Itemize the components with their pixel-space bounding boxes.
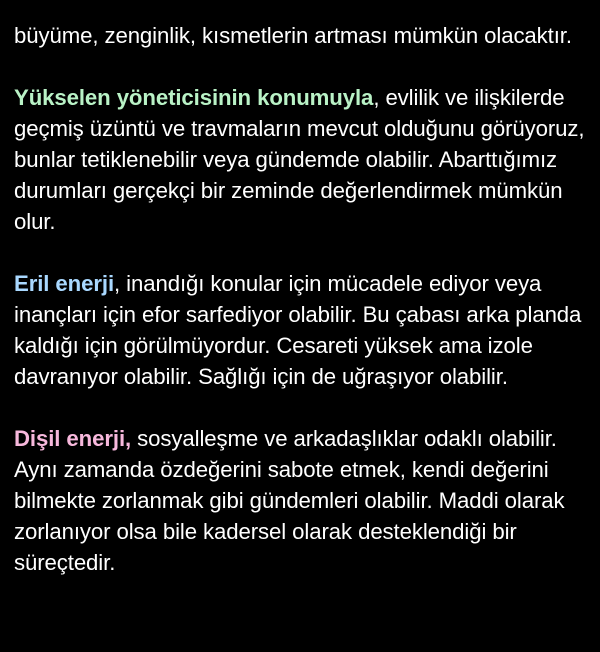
feminine-text: sosyalleşme ve arkadaşlıklar odaklı olabilir. Aynı zamanda özdeğerini sabote etmek, kendi değerini bilmekte zorlanmak gibi gündemleri olabilir. Maddi olarak zorlanıyor olsa bile kadersel olarak desteklendiği bir süreçtedir. — [14, 426, 565, 575]
rising-text: , evlilik ve ilişkilerde geçmiş üzüntü ve travmaların mevcut olduğunu görüyoruz, bunlar tetiklenebilir veya gündemde olabilir. Abarttığımız durumları gerçekçi bir zeminde değerlendirmek mümkün olur. — [14, 85, 585, 234]
masculine-text: , inandığı konular için mücadele ediyor veya inançları için efor sarfediyor olabilir. Bu çabası arka planda kaldığı için görülmüyordur. Cesareti yüksek ama izole davranıyor olabilir. Sağlığı için de uğraşıyor olabilir. — [14, 271, 582, 389]
masculine-paragraph — [14, 268, 586, 392]
rising-paragraph — [14, 82, 586, 237]
masculine-highlight: Eril enerji — [14, 271, 115, 296]
rising-highlight: Yükselen yöneticisinin konumuyla — [14, 85, 374, 110]
intro-paragraph — [14, 20, 586, 51]
feminine-highlight: Dişil enerji, — [14, 426, 132, 451]
feminine-paragraph — [14, 423, 586, 578]
intro-text: büyüme, zenginlik, kısmetlerin artması mümkün olacaktır. — [14, 23, 572, 48]
